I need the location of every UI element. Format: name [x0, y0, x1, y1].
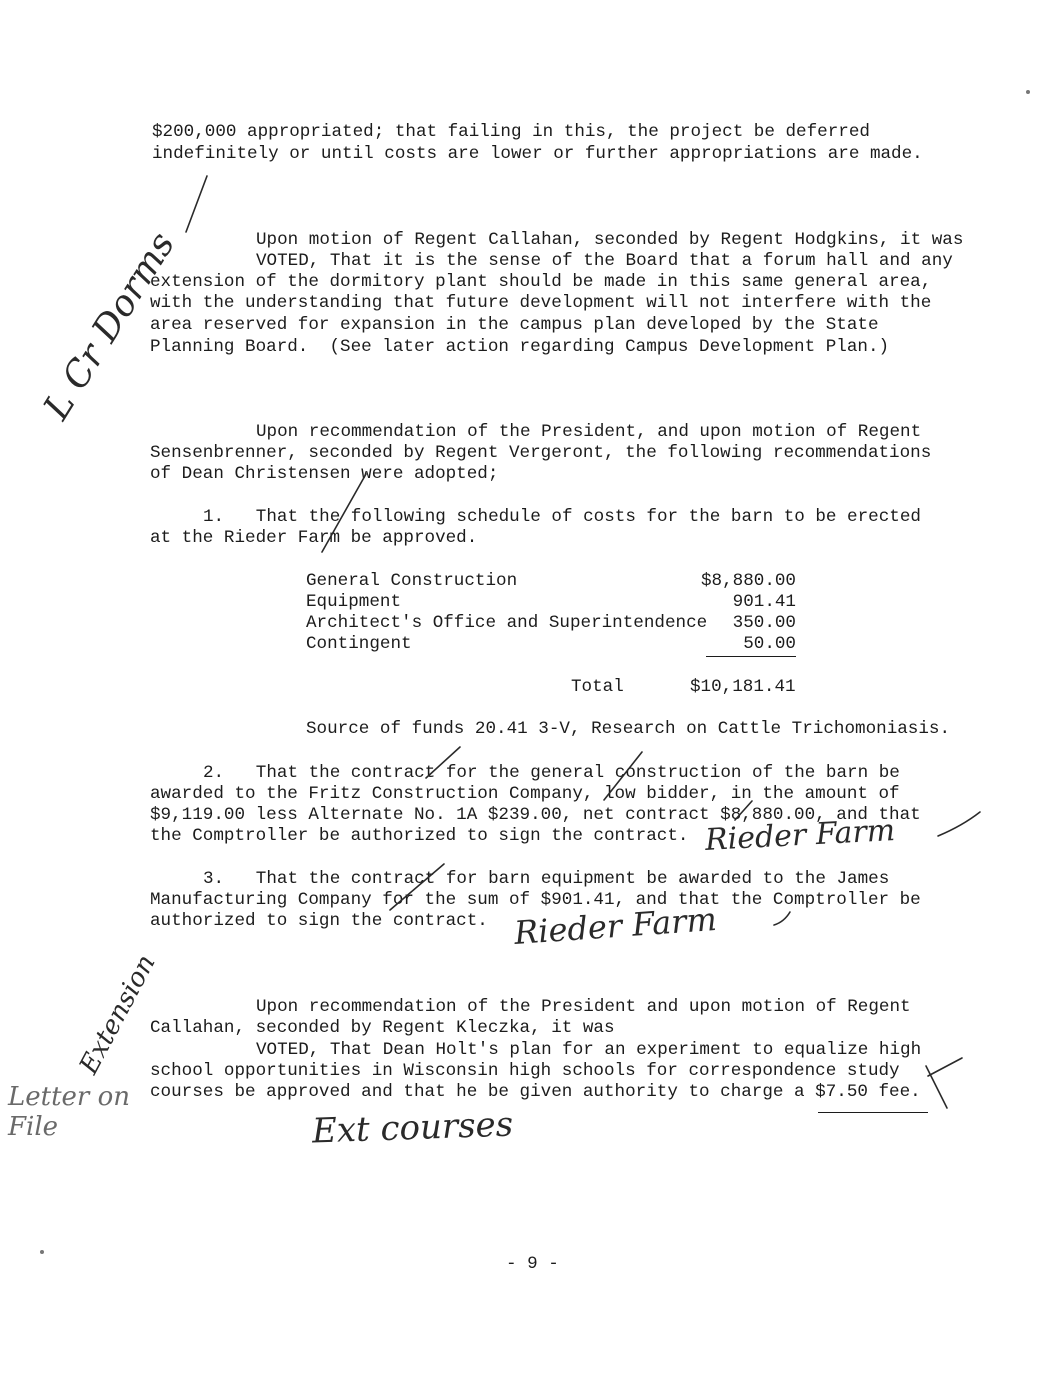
page-number: - 9 -: [506, 1254, 559, 1274]
text-line: 2. That the contract for the general construction of the barn be: [203, 763, 900, 783]
margin-note-rieder-farm: Rieder Farm: [704, 813, 897, 858]
fee-underline: [818, 1112, 928, 1113]
text-line: Callahan, seconded by Regent Kleczka, it was: [150, 1018, 615, 1038]
cost-amount: 350.00: [732, 613, 796, 633]
text-line: with the understanding that future development will not interfere with the: [150, 293, 932, 313]
pen-stroke: [774, 912, 790, 925]
text-line: indefinitely or until costs are lower or further appropriations are made.: [152, 144, 923, 164]
text-line: $200,000 appropriated; that failing in this, the project be deferred: [152, 122, 870, 142]
cost-row: [306, 613, 796, 634]
speck: [40, 1250, 44, 1254]
cost-row: [306, 592, 796, 613]
cost-amount: 901.41: [732, 592, 796, 612]
cost-row: [306, 634, 796, 655]
text-line: VOTED, That Dean Holt's plan for an experiment to equalize high: [256, 1040, 922, 1060]
source-of-funds: Source of funds 20.41 3-V, Research on Cattle Trichomoniasis.: [306, 719, 951, 739]
text-line: 3. That the contract for barn equipment be awarded to the James: [203, 869, 890, 889]
cost-label: Contingent: [306, 634, 412, 654]
total-label: Total: [571, 677, 624, 697]
text-line: 1. That the following schedule of costs for the barn to be erected: [203, 507, 921, 527]
sum-rule: [706, 656, 796, 657]
cost-label: General Construction: [306, 571, 518, 591]
margin-note-extension: Extension: [74, 949, 162, 1080]
cost-amount: 50.00: [743, 634, 796, 654]
speck: [1026, 90, 1030, 94]
text-line: Manufacturing Company for the sum of $901.41, and that the Comptroller be: [150, 890, 921, 910]
check-mark: [926, 1058, 962, 1108]
text-line: VOTED, That it is the sense of the Board that a forum hall and any: [256, 251, 953, 271]
text-line: area reserved for expansion in the campus plan developed by the State: [150, 315, 879, 335]
cost-label: Equipment: [306, 592, 402, 612]
text-line: awarded to the Fritz Construction Company, low bidder, in the amount of: [150, 784, 900, 804]
cost-amount: $8,880.00: [700, 571, 796, 591]
text-line: Planning Board. (See later action regarding Campus Development Plan.): [150, 337, 890, 357]
text-line: Upon recommendation of the President and upon motion of Regent: [256, 997, 911, 1017]
check-mark: [186, 176, 207, 232]
text-line: extension of the dormitory plant should be made in this same general area,: [150, 272, 932, 292]
cost-label: Architect's Office and Superintendence: [306, 613, 708, 633]
margin-note-letter-on-file: Letter on File: [8, 1082, 131, 1142]
text-line: school opportunities in Wisconsin high schools for correspondence study: [150, 1061, 900, 1081]
text-line: Sensenbrenner, seconded by Regent Vergeront, the following recommendations: [150, 443, 932, 463]
margin-note-rieder-farm: Rieder Farm: [512, 899, 718, 953]
cost-row: [306, 571, 796, 592]
text-line: at the Rieder Farm be approved.: [150, 528, 478, 548]
text-line: $9,119.00 less Alternate No. 1A $239.00, net contract $8,880.00, and that: [150, 805, 921, 825]
total-amount: $10,181.41: [690, 677, 796, 697]
text-line: courses be approved and that he be given authority to charge a $7.50 fee.: [150, 1082, 921, 1102]
text-line: of Dean Christensen were adopted;: [150, 464, 499, 484]
margin-note-dorms: L Cr Dorms: [36, 225, 184, 427]
margin-note-ext-courses: Ext courses: [311, 1104, 514, 1152]
text-line: Upon motion of Regent Callahan, seconded by Regent Hodgkins, it was: [256, 230, 964, 250]
text-line: authorized to sign the contract.: [150, 911, 488, 931]
pen-stroke: [938, 812, 980, 836]
text-line: the Comptroller be authorized to sign the contract.: [150, 826, 689, 846]
text-line: Upon recommendation of the President, and upon motion of Regent: [256, 422, 922, 442]
